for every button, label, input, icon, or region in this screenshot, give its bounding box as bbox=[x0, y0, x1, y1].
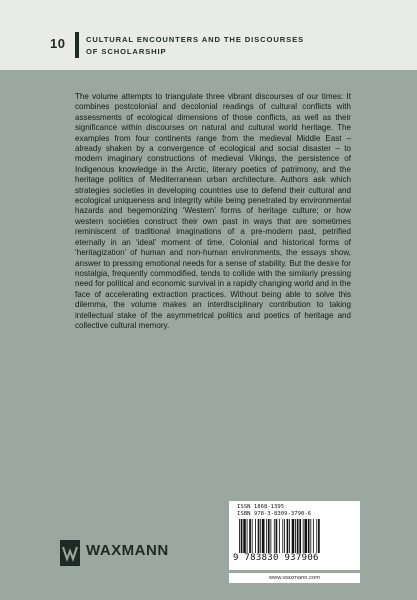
barcode-panel bbox=[229, 501, 360, 570]
barcode-bar bbox=[239, 519, 240, 553]
barcode-bar bbox=[260, 519, 261, 553]
barcode-bar bbox=[276, 519, 278, 553]
description-text: The volume attempts to triangulate three vibrant discourses of our times: It combines postcolonial and decolonial readings of cultural conflicts with assessments of ecological dimensions of those conflicts, as well as their significance within discourses on natural and cultural world heritage. The examples from four continents range from the medieval Middle East – already shaken by a convergence of ecological and social disaster – to modern imaginary constructions of medieval Vikings, the persistence of Indigenous knowledge in the Arctic, literary poetics of patrimony, and the heritage politics of Mediterranean urban architecture. Authors ask which strategies societies in developing countries use to defend their cultural and ecological uniqueness and integrity while being penetrated by environmental hazards and hegemonizing ‘Western’ forms of heritage culture; or how western societies construct their own past in ways that are sometimes reminiscent of traditional imaginations of a pre-modern past, petrified eternally in an ‘ideal’ moment of time. Colonial and historical forms of ‘heritagization’ of human and non-human environments, the essays show, answer to pressing emotional needs for a sense of stability. But the desire for nostalgia, frequently commodified, tends to collide with the similarly pressing need for political and economic survival in a rapidly changing world and in the face of accelerating extraction practices. Without being able to solve this dilemma, the volume makes an interdisciplinary contribution to taking intellectual stake of the asymmetrical politics and poetics of heritage and collective cultural memory. bbox=[75, 92, 351, 330]
barcode-bar bbox=[287, 519, 289, 553]
barcode-bar bbox=[295, 519, 296, 553]
barcode-bar bbox=[289, 519, 290, 553]
barcode-digits: 9 783830 937906 bbox=[233, 553, 319, 563]
series-title: CULTURAL ENCOUNTERS AND THE DISCOURSES OF SCHOLARSHIP bbox=[86, 35, 305, 56]
isbn-label: ISBN 978-3-8309-3790-6 bbox=[237, 511, 312, 517]
barcode-bar bbox=[304, 519, 307, 553]
barcode-bar bbox=[313, 519, 314, 553]
barcode-bar bbox=[282, 519, 283, 553]
barcode-bar bbox=[310, 519, 311, 553]
barcode-bar bbox=[279, 519, 280, 553]
barcode-bar bbox=[252, 519, 253, 553]
barcode-bar bbox=[284, 519, 285, 553]
barcode-bar bbox=[268, 519, 270, 553]
barcode-bar bbox=[297, 519, 299, 553]
barcode-bar bbox=[316, 519, 317, 553]
series-divider bbox=[75, 32, 79, 58]
barcode-bar bbox=[274, 519, 275, 553]
barcode-bar bbox=[247, 519, 248, 553]
barcode-bar bbox=[308, 519, 310, 553]
barcode-bar bbox=[258, 519, 260, 553]
issn-label: ISSN 1868-1395 bbox=[237, 504, 285, 510]
waxmann-logo-icon bbox=[60, 540, 80, 566]
publisher-url: www.waxmann.com bbox=[229, 573, 360, 583]
barcode-bar bbox=[299, 519, 301, 553]
series-header bbox=[0, 0, 417, 70]
barcode-bar bbox=[318, 519, 320, 553]
barcode-bar bbox=[262, 519, 265, 553]
barcode-bar bbox=[243, 519, 246, 553]
barcode-bar bbox=[255, 519, 256, 553]
barcode-bar bbox=[266, 519, 267, 553]
barcode-bar bbox=[303, 519, 304, 553]
series-number: 10 bbox=[50, 36, 66, 51]
barcode-bar bbox=[292, 519, 295, 553]
publisher-name: WAXMANN bbox=[86, 542, 169, 559]
book-description bbox=[75, 92, 351, 331]
barcode-bar bbox=[270, 519, 271, 553]
barcode-bar bbox=[249, 519, 251, 553]
barcode-bar bbox=[241, 519, 243, 553]
barcode-image bbox=[237, 519, 353, 553]
